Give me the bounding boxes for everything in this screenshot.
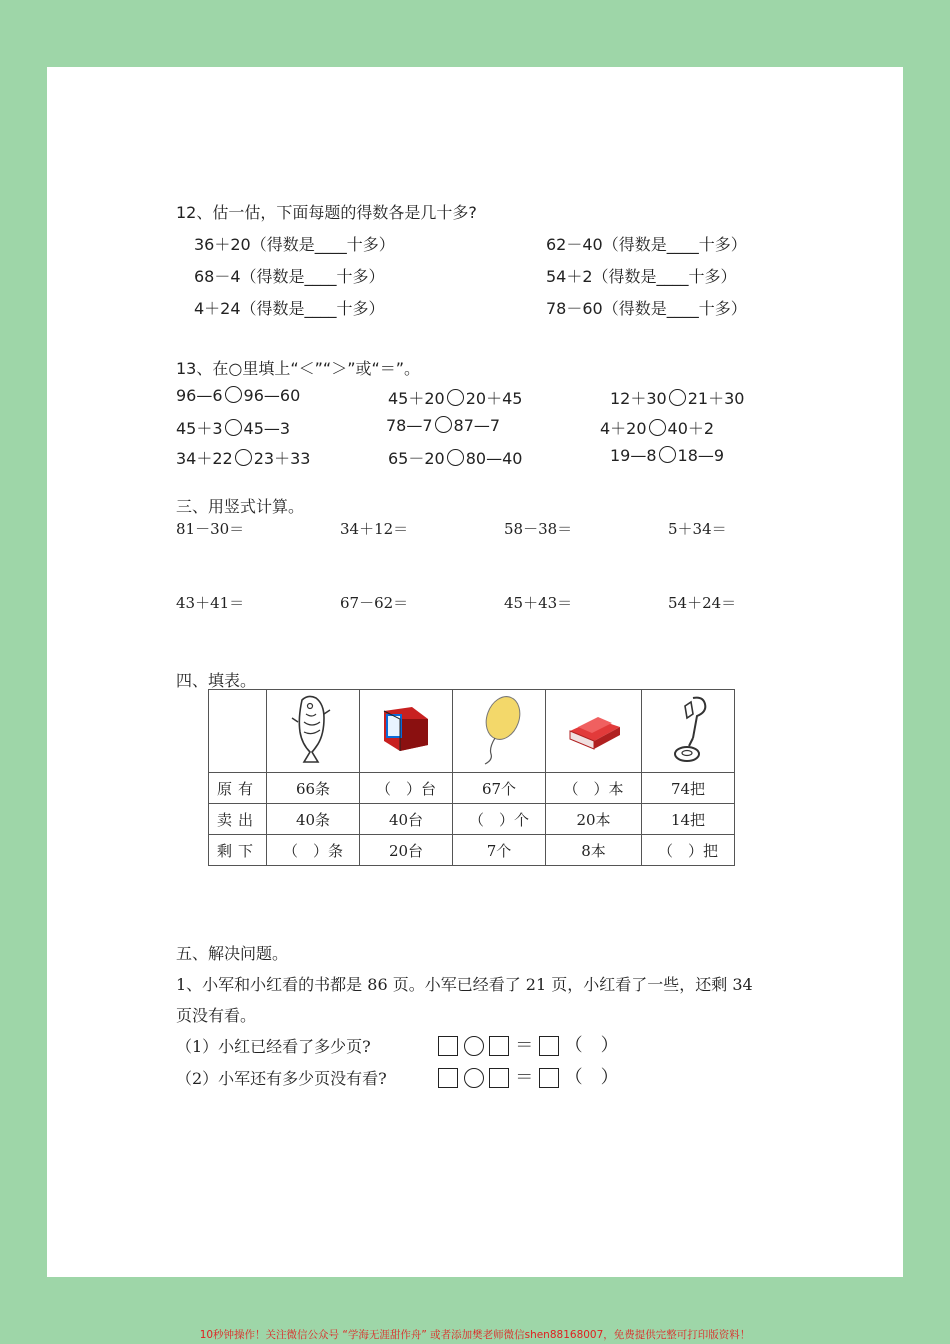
table-cell: 7个 <box>453 835 546 866</box>
compare-circle[interactable] <box>447 389 464 406</box>
compare-left: 96—6 <box>176 386 223 405</box>
answer-box[interactable] <box>539 1068 559 1088</box>
compare-item <box>610 446 724 465</box>
vertical-calc-item: 45＋43＝ <box>504 594 573 612</box>
table-icon-cell <box>267 690 360 773</box>
section4-title: 四、填表。 <box>176 671 257 690</box>
table-cell: 66条 <box>267 773 360 804</box>
q13-title: 13、在○里填上“＜”“＞”或“＝”。 <box>176 359 421 378</box>
sub-question-2: （2）小军还有多少页没有看? <box>176 1069 387 1088</box>
compare-right: 96—60 <box>243 386 301 405</box>
q12-title: 12、估一估，下面每题的得数各是几十多? <box>176 203 477 222</box>
compare-circle[interactable] <box>659 446 676 463</box>
compare-circle[interactable] <box>235 449 252 466</box>
section3-title: 三、用竖式计算。 <box>176 497 305 516</box>
compare-right: 87—7 <box>453 416 501 435</box>
compare-left: 4＋20 <box>600 419 647 438</box>
key-icon <box>663 692 713 766</box>
table-cell[interactable]: （ ）条 <box>267 835 360 866</box>
answer-box[interactable] <box>489 1036 509 1056</box>
table-cell: 14把 <box>642 804 735 835</box>
operator-circle[interactable] <box>464 1036 484 1056</box>
table-icon-cell <box>360 690 453 773</box>
compare-circle[interactable] <box>435 416 452 433</box>
table-cell: 20台 <box>360 835 453 866</box>
q12-item: 54＋2（得数是____十多） <box>546 267 737 286</box>
compare-left: 12＋30 <box>610 389 667 408</box>
vertical-calc-item: 34＋12＝ <box>340 520 409 538</box>
answer-box[interactable] <box>438 1036 458 1056</box>
table-icon-cell <box>453 690 546 773</box>
answer-box[interactable] <box>539 1036 559 1056</box>
answer-box[interactable] <box>438 1068 458 1088</box>
equals-sign: ＝ <box>515 1067 534 1088</box>
operator-circle[interactable] <box>464 1068 484 1088</box>
compare-right: 80—40 <box>465 449 523 468</box>
compare-left: 65－20 <box>388 449 445 468</box>
compare-item <box>388 446 522 469</box>
section5-title: 五、解决问题。 <box>176 944 289 963</box>
row-header-original: 原有 <box>209 773 267 804</box>
footer-banner: 10秒钟操作！关注微信公众号 “学海无涯甜作舟” 或者添加樊老师微信shen88168007，免费提供完整可打印版资料！ <box>199 1329 751 1341</box>
table-icon-cell <box>546 690 642 773</box>
compare-right: 40＋2 <box>667 419 715 438</box>
row-header-remaining: 剩下 <box>209 835 267 866</box>
table-cell: 8本 <box>546 835 642 866</box>
compare-item <box>176 416 290 439</box>
table-cell[interactable]: （ ）把 <box>642 835 735 866</box>
compare-right: 45—3 <box>243 419 291 438</box>
vertical-calc-item: 67－62＝ <box>340 594 409 612</box>
compare-item <box>388 386 522 409</box>
table-cell[interactable]: （ ）台 <box>360 773 453 804</box>
compare-circle[interactable] <box>225 419 242 436</box>
row-header-sold: 卖出 <box>209 804 267 835</box>
compare-left: 34＋22 <box>176 449 233 468</box>
compare-item <box>610 386 744 409</box>
compare-right: 23＋33 <box>253 449 311 468</box>
table-cell: 40台 <box>360 804 453 835</box>
compare-left: 45＋20 <box>388 389 445 408</box>
table-cell: 67个 <box>453 773 546 804</box>
answer-equation-2 <box>438 1063 619 1089</box>
balloon-icon <box>471 692 527 766</box>
answer-equation-1 <box>438 1031 619 1057</box>
compare-item <box>176 386 300 405</box>
problem-text: 1、小军和小红看的书都是 86 页。小军已经看了 21 页，小红看了一些，还剩 34 <box>176 975 753 994</box>
fill-table <box>208 689 735 866</box>
q12-item: 78－60（得数是____十多） <box>546 299 747 318</box>
table-corner-cell <box>209 690 267 773</box>
equals-sign: ＝ <box>515 1035 534 1056</box>
book-icon <box>564 701 624 757</box>
table-cell: 20本 <box>546 804 642 835</box>
unit-paren[interactable]: （ ） <box>564 1067 619 1088</box>
compare-item <box>176 446 310 469</box>
compare-circle[interactable] <box>447 449 464 466</box>
compare-item <box>386 416 500 435</box>
table-cell[interactable]: （ ）本 <box>546 773 642 804</box>
q12-item: 4＋24（得数是____十多） <box>194 299 385 318</box>
unit-paren[interactable]: （ ） <box>564 1035 619 1056</box>
compare-right: 21＋30 <box>687 389 745 408</box>
compare-circle[interactable] <box>669 389 686 406</box>
table-cell: 40条 <box>267 804 360 835</box>
answer-box[interactable] <box>489 1068 509 1088</box>
vertical-calc-item: 5＋34＝ <box>668 520 727 538</box>
q12-item: 36＋20（得数是____十多） <box>194 235 395 254</box>
compare-left: 45＋3 <box>176 419 223 438</box>
q12-item: 62－40（得数是____十多） <box>546 235 747 254</box>
sub-question-1: （1）小红已经看了多少页? <box>176 1037 371 1056</box>
compare-left: 19—8 <box>610 446 657 465</box>
table-icon-cell <box>642 690 735 773</box>
problem-text-continued: 页没有看。 <box>176 1006 257 1025</box>
compare-right: 20＋45 <box>465 389 523 408</box>
tv-icon <box>378 701 434 757</box>
vertical-calc-item: 43＋41＝ <box>176 594 245 612</box>
vertical-calc-item: 54＋24＝ <box>668 594 737 612</box>
compare-right: 18—9 <box>677 446 725 465</box>
compare-item <box>600 416 714 439</box>
compare-circle[interactable] <box>649 419 666 436</box>
q12-item: 68－4（得数是____十多） <box>194 267 385 286</box>
vertical-calc-item: 58－38＝ <box>504 520 573 538</box>
table-cell[interactable]: （ ）个 <box>453 804 546 835</box>
table-cell: 74把 <box>642 773 735 804</box>
compare-left: 78—7 <box>386 416 433 435</box>
fish-icon <box>288 692 338 766</box>
compare-circle[interactable] <box>225 386 242 403</box>
vertical-calc-item: 81－30＝ <box>176 520 245 538</box>
